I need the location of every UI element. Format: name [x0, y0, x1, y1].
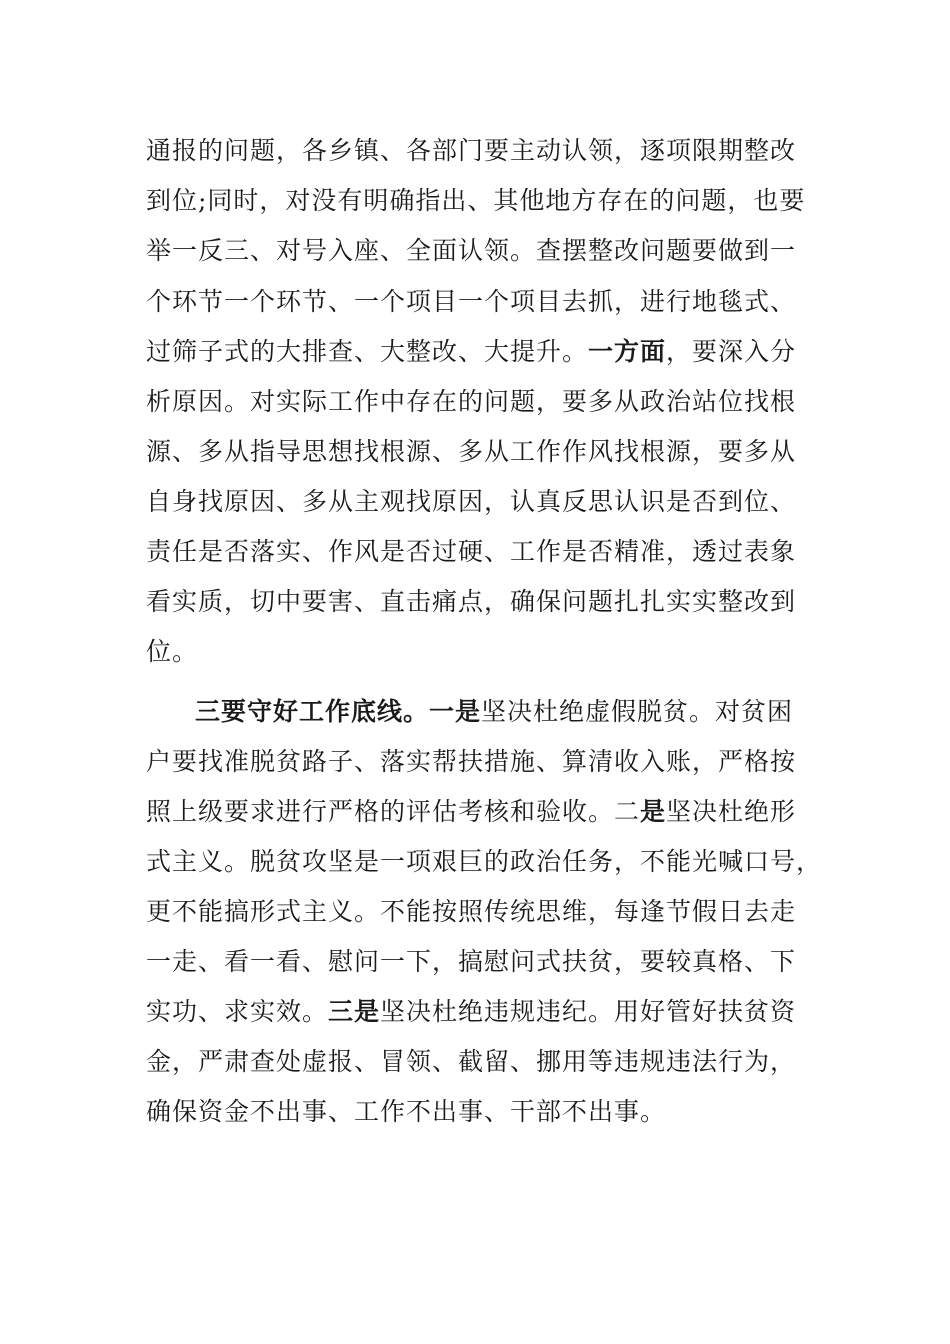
text-run: 到位;同时，对没有明确指出、其他地方存在的问题，也要 [146, 186, 806, 215]
bold-run: 是 [640, 797, 667, 826]
p1-line-10 [146, 585, 796, 619]
text-run: 金，严肃查处虚报、冒领、截留、挪用等违规违法行为， [146, 1047, 797, 1076]
p1-line-5 [146, 335, 796, 369]
p2-line-2 [146, 745, 796, 779]
text-run: 责任是否落实、作风是否过硬、工作是否精准，透过表象 [146, 537, 797, 566]
text-run: 式主义。脱贫攻坚是一项艰巨的政治任务，不能光喊口号， [146, 847, 823, 876]
p1-line-9 [146, 535, 796, 569]
p1-line-1 [146, 134, 796, 168]
bold-run: 三是 [328, 997, 381, 1026]
p1-line-6 [146, 385, 796, 419]
p2-line-5 [146, 895, 796, 929]
p2-line-9 [146, 1095, 666, 1129]
p2-line-3 [146, 795, 796, 829]
p1-line-8 [146, 485, 796, 519]
text-run: 个环节一个环节、一个项目一个项目去抓，进行地毯式、 [146, 287, 797, 316]
p1-line-7 [146, 435, 796, 469]
text-run: 更不能搞形式主义。不能按照传统思维，每逢节假日去走 [146, 897, 797, 926]
text-run: ，要深入分 [666, 337, 797, 366]
p1-line-4 [146, 285, 796, 319]
text-run: 过筛子式的大排查、大整改、大提升。 [146, 337, 589, 366]
text-run: 举一反三、对号入座、全面认领。查摆整改问题要做到一 [146, 236, 797, 265]
p1-line-2 [146, 184, 805, 218]
text-run: 坚决杜绝形 [666, 797, 797, 826]
p2-line-6 [146, 945, 796, 979]
text-run: 位。 [146, 637, 199, 666]
text-run: 照上级要求进行严格的评估考核和验收。二 [146, 797, 641, 826]
text-run: 看实质，切中要害、直击痛点，确保问题扎扎实实整改到 [146, 587, 797, 616]
text-run: 源、多从指导思想找根源、多从工作作风找根源，要多从 [146, 437, 797, 466]
p1-line-11 [146, 635, 198, 669]
text-run: 实功、求实效。 [146, 997, 329, 1026]
text-run: 坚决杜绝违规违纪。用好管好扶贫资 [380, 997, 797, 1026]
p1-line-3 [146, 234, 796, 268]
bold-run: 一是 [429, 697, 482, 726]
p2-line-8 [146, 1045, 796, 1079]
section-heading: 三要守好工作底线。 [195, 697, 430, 726]
text-run: 坚决杜绝虚假脱贫。对贫困 [481, 697, 794, 726]
p2-line-4 [146, 845, 822, 879]
text-run: 通报的问题，各乡镇、各部门要主动认领，逐项限期整改 [146, 136, 797, 165]
p2-line-1 [195, 695, 793, 729]
bold-run: 一方面 [588, 337, 667, 366]
text-run: 一走、看一看、慰问一下，搞慰问式扶贫，要较真格、下 [146, 947, 797, 976]
text-run: 户要找准脱贫路子、落实帮扶措施、算清收入账，严格按 [146, 747, 797, 776]
p2-line-7 [146, 995, 796, 1029]
text-run: 确保资金不出事、工作不出事、干部不出事。 [146, 1097, 667, 1126]
text-run: 自身找原因、多从主观找原因，认真反思认识是否到位、 [146, 487, 797, 516]
text-run: 析原因。对实际工作中存在的问题，要多从政治站位找根 [146, 387, 797, 416]
